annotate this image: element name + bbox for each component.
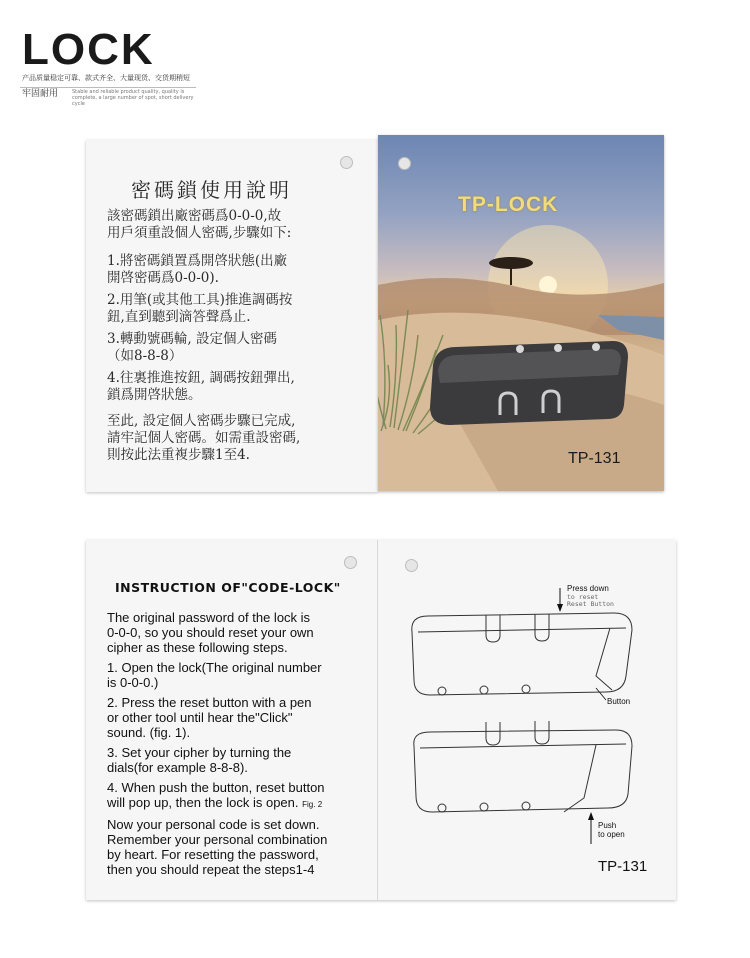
button-label: Button xyxy=(607,697,631,706)
cn-line: 3.轉動號碼輪, 設定個人密碼 xyxy=(107,331,277,347)
cn-line: 1.將密碼鎖置爲開啓狀態(出廠 xyxy=(107,253,288,269)
en-line: 1. Open the lock(The original number xyxy=(107,660,322,675)
cn-line: 2.用筆(或其他工具)推進調碼按 xyxy=(107,292,293,308)
cn-line: 用戶須重設個人密碼,步驟如下: xyxy=(107,225,292,241)
slogan-en xyxy=(72,89,202,107)
english-instruction-body xyxy=(107,610,372,877)
arrow-down-icon xyxy=(557,588,563,612)
press-down-label: Press down xyxy=(567,584,609,593)
en-line: dials(for example 8-8-8). xyxy=(107,760,248,775)
en-line-text: will pop up, then the lock is open. xyxy=(107,795,299,810)
to-open-label: to open xyxy=(598,830,625,839)
push-label: Push xyxy=(598,821,617,830)
lock-diagram-fig1 xyxy=(412,613,632,695)
cn-line: 該密碼鎖出廠密碼爲0-0-0,故 xyxy=(107,208,282,224)
model-label: TP-131 xyxy=(568,450,621,467)
en-line xyxy=(107,780,372,795)
en-line: 3. Set your cipher by turning the xyxy=(107,745,292,760)
card-fold xyxy=(377,540,378,900)
slogan-en-text: Stable and reliable product quality, quality is complete, a large number of spot, short delivery cycle xyxy=(72,89,194,107)
cn-line: 開啓密碼爲0-0-0). xyxy=(107,270,219,286)
dial xyxy=(516,345,524,353)
cn-line: 至此, 設定個人密碼步驟已完成, xyxy=(107,413,296,429)
card-hole xyxy=(340,156,353,169)
en-line: cipher as these following steps. xyxy=(107,640,288,655)
en-line: 2. Press the reset button with a pen xyxy=(107,695,312,710)
en-line: is 0-0-0.) xyxy=(107,675,159,690)
lock-diagram-fig2 xyxy=(414,721,632,812)
cn-line: 鎖爲開啓狀態。 xyxy=(107,387,202,403)
button-pointer xyxy=(596,688,606,700)
cn-line: 4.往裏推進按鈕, 調碼按鈕彈出, xyxy=(107,370,295,386)
chinese-instruction-body xyxy=(107,208,300,464)
tree-canopy xyxy=(489,257,533,269)
en-line: then you should repeat the steps1-4 xyxy=(107,862,315,877)
cn-line: 請牢記個人密碼。如需重設密碼, xyxy=(107,430,301,446)
slogan-cn: 牢固耐用 xyxy=(22,89,59,99)
logo-title: LOCK xyxy=(22,25,155,74)
en-line: sound. (fig. 1). xyxy=(107,725,191,740)
product-photo-card xyxy=(378,135,664,491)
en-line: by heart. For resetting the password, xyxy=(107,847,319,862)
fig-2-label: Fig. 2 xyxy=(302,800,323,809)
logo-subtitle: 产品质量稳定可靠、款式齐全、大量现货、交货期稍短 xyxy=(22,74,190,82)
card-hole xyxy=(398,157,411,170)
en-line: The original password of the lock is xyxy=(107,610,311,625)
model-label: TP-131 xyxy=(598,858,648,875)
en-line: or other tool until hear the"Click" xyxy=(107,710,293,725)
en-line: 0-0-0, so you should reset your own xyxy=(107,625,314,640)
en-line: Remember your personal combination xyxy=(107,832,328,847)
header-divider xyxy=(20,87,196,88)
card-hole xyxy=(344,556,357,569)
lock-product xyxy=(430,341,628,425)
brand-label: TP-LOCK xyxy=(458,193,559,216)
desert-scene xyxy=(378,135,664,491)
chinese-card-title: 密碼鎖使用說明 xyxy=(131,178,292,202)
cn-line: 鈕,直到聽到滴答聲爲止. xyxy=(107,309,251,325)
en-line: Now your personal code is set down. xyxy=(107,817,320,832)
arrow-up-icon xyxy=(588,812,594,844)
dial xyxy=(592,343,600,351)
en-line xyxy=(107,795,372,812)
en-line-text: 4. When push the button, reset button xyxy=(107,780,325,795)
dial xyxy=(554,344,562,352)
to-reset-label: to reset xyxy=(567,593,599,601)
cn-line: （如8-8-8） xyxy=(107,348,183,364)
sun xyxy=(539,276,557,294)
lock-diagrams xyxy=(400,580,660,850)
cn-line: 則按此法重複步驟1至4. xyxy=(107,447,250,463)
card-hole xyxy=(405,559,418,572)
english-card-title: INSTRUCTION OF"CODE-LOCK" xyxy=(115,580,341,595)
reset-button-label: Reset Button xyxy=(567,600,614,608)
